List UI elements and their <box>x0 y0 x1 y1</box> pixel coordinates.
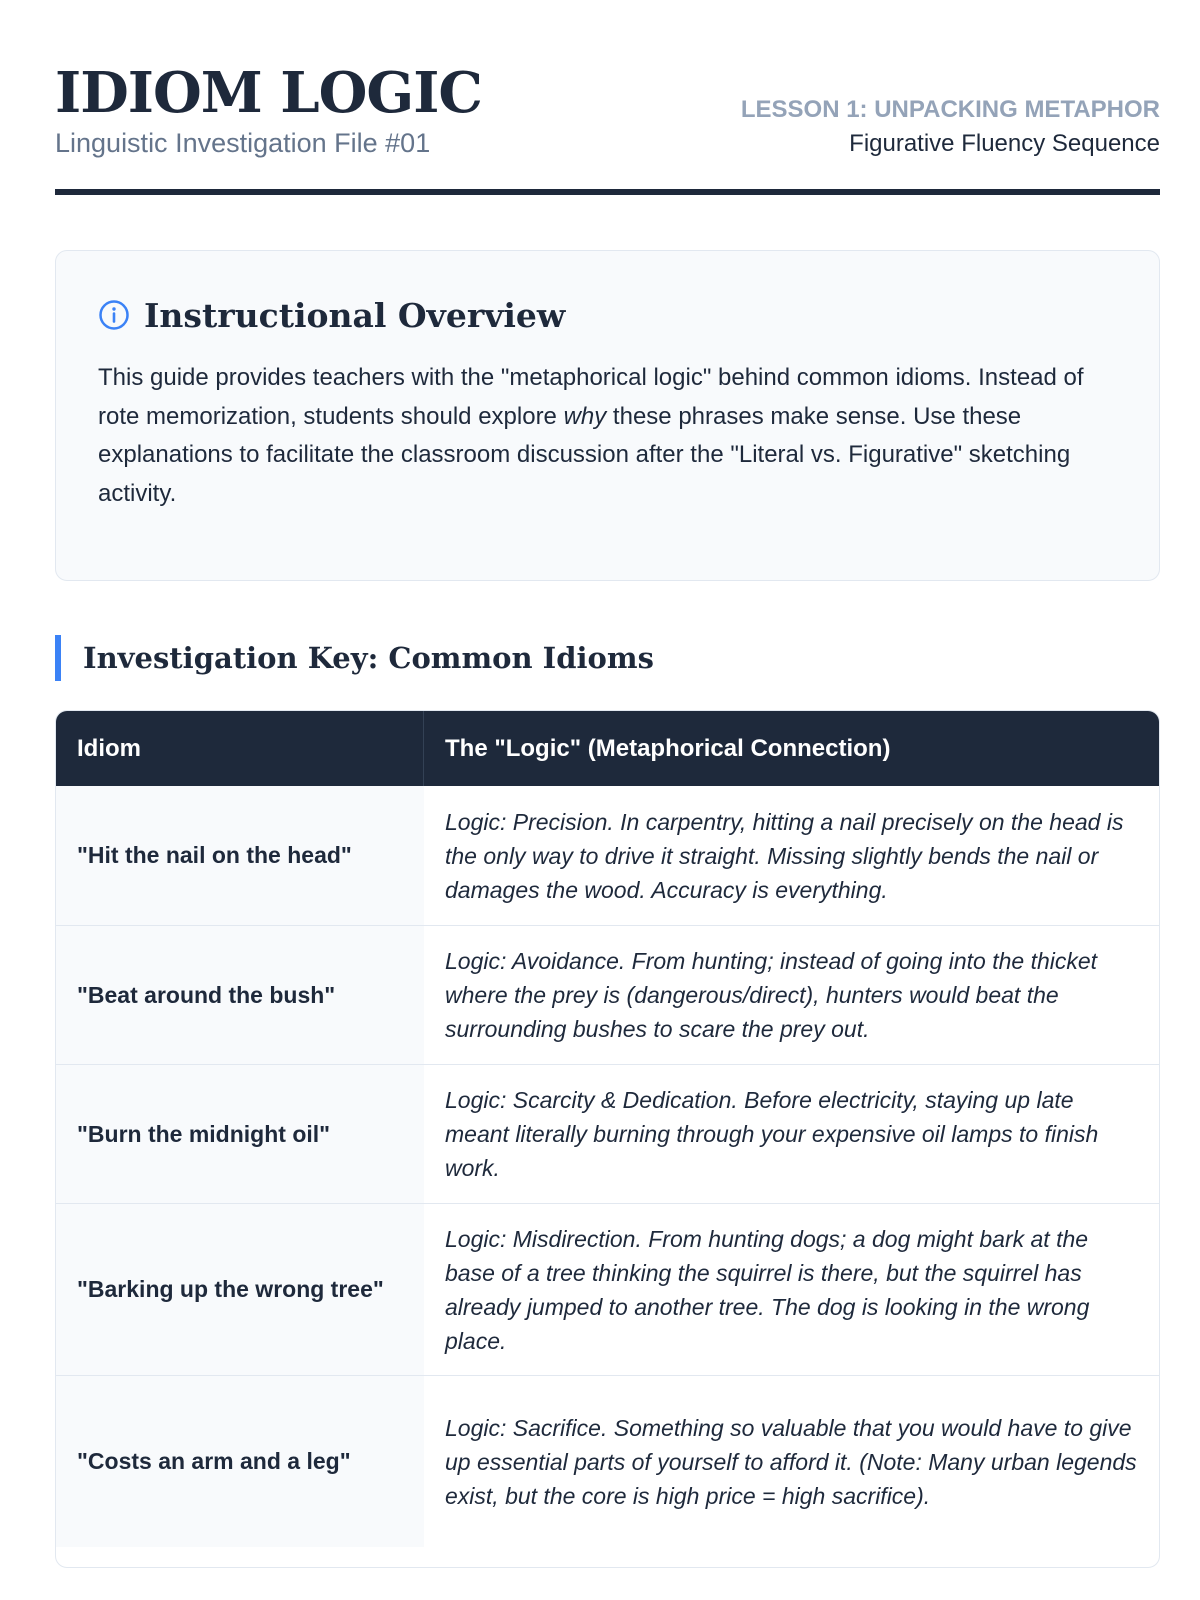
table-header <box>56 711 1159 786</box>
idiom-cell: "Hit the nail on the head" <box>56 786 424 925</box>
logic-cell: Logic: Avoidance. From hunting; instead of going into the thicket where the prey is (dangerous/direct), hunters would beat the surrounding bushes to scare the prey out. <box>424 926 1159 1064</box>
page-title: IDIOM LOGIC <box>55 60 482 126</box>
idiom-cell: "Barking up the wrong tree" <box>56 1204 424 1375</box>
table-row <box>56 925 1159 1064</box>
table-row <box>56 1203 1159 1375</box>
logic-cell: Logic: Sacrifice. Something so valuable that you would have to give up essential parts of yourself to afford it. (Note: Many urban legends exist, but the core is high price = high sacrifice). <box>424 1376 1159 1547</box>
table-row <box>56 1064 1159 1203</box>
table-row <box>56 1375 1159 1547</box>
idiom-cell: "Beat around the bush" <box>56 926 424 1064</box>
page-header <box>55 55 1160 195</box>
lesson-label: LESSON 1: UNPACKING METAPHOR <box>740 96 1160 123</box>
instructional-overview-card <box>55 250 1160 581</box>
section-title: Investigation Key: Common Idioms <box>83 641 654 675</box>
overview-body <box>98 359 1118 513</box>
column-header-logic: The "Logic" (Metaphorical Connection) <box>445 734 891 762</box>
idiom-table <box>55 710 1160 1568</box>
overview-body-emphasis: why <box>563 402 607 430</box>
sequence-label: Figurative Fluency Sequence <box>849 130 1160 157</box>
idiom-cell: "Burn the midnight oil" <box>56 1065 424 1203</box>
logic-cell: Logic: Scarcity & Dedication. Before electricity, staying up late meant literally burning through your expensive oil lamps to finish work. <box>424 1065 1159 1203</box>
overview-heading <box>98 293 565 337</box>
overview-title: Instructional Overview <box>144 295 566 335</box>
overview-body-text-end: these phrases make sense. Use these explanations to facilitate the classroom discussion after the "Literal vs. Figurative" sketching activity. <box>98 402 1071 507</box>
logic-cell: Logic: Misdirection. From hunting dogs; a dog might bark at the base of a tree thinking the squirrel is there, but the squirrel has already jumped to another tree. The dog is looking in the wrong place. <box>424 1204 1159 1375</box>
table-body <box>56 786 1159 1547</box>
info-icon <box>98 299 130 331</box>
logic-cell: Logic: Precision. In carpentry, hitting a nail precisely on the head is the only way to drive it straight. Missing slightly bends the nail or damages the wood. Accuracy is everything. <box>424 786 1159 925</box>
idiom-cell: "Costs an arm and a leg" <box>56 1376 424 1547</box>
section-heading <box>55 635 654 681</box>
column-header-idiom: Idiom <box>56 711 424 786</box>
page-subtitle: Linguistic Investigation File #01 <box>55 128 431 158</box>
table-row <box>56 786 1159 925</box>
overview-body-text: This guide provides teachers with the "metaphorical logic" behind common idioms. Instead of rote memorization, students should explore <box>98 364 1084 430</box>
